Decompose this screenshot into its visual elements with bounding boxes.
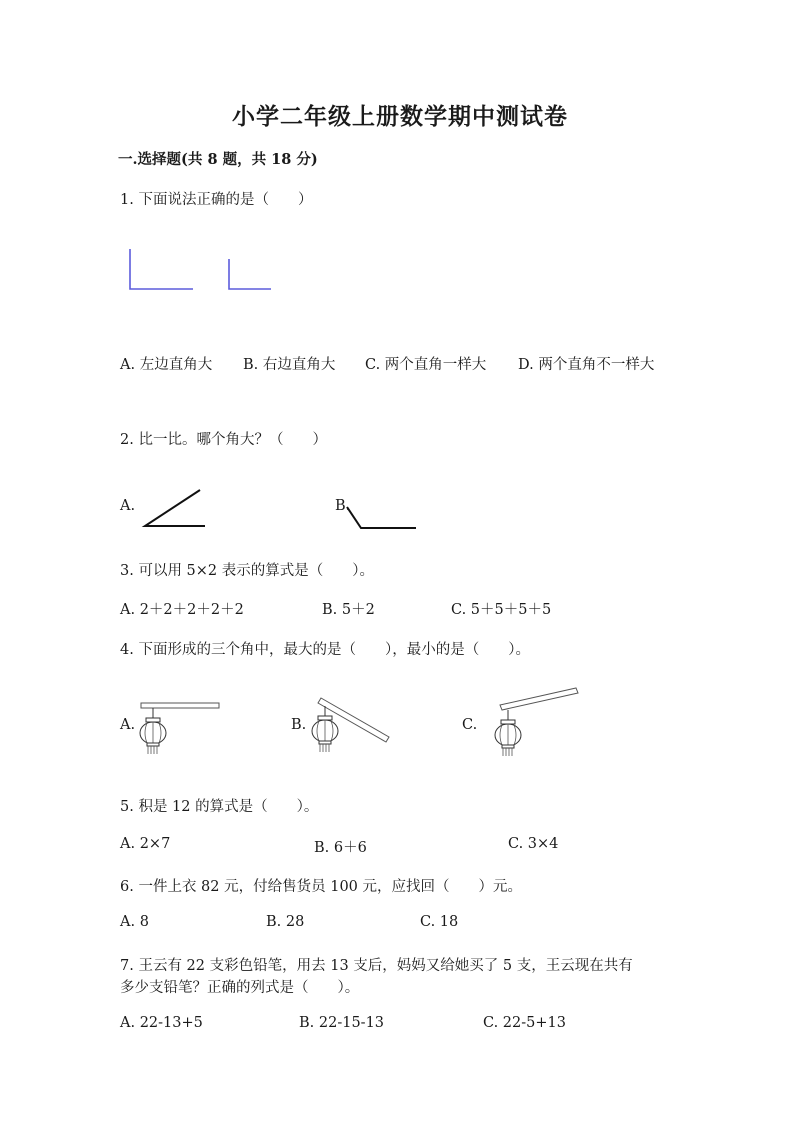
q3-option-b[interactable]: B. 5＋2	[322, 602, 375, 618]
q2-option-b[interactable]: B.	[335, 498, 351, 514]
lantern-a-group	[140, 703, 219, 754]
q4-option-a[interactable]: A.	[120, 717, 136, 733]
q5-option-b[interactable]: B. 6＋6	[314, 840, 367, 856]
q6-option-c[interactable]: C. 18	[420, 914, 459, 930]
q7-option-b[interactable]: B. 22-15-13	[299, 1015, 385, 1031]
section-heading: 一.选择题(共 8 题，共 18 分)	[118, 151, 318, 168]
q1-option-b[interactable]: B. 右边直角大	[243, 357, 336, 373]
q1-option-d[interactable]: D. 两个直角不一样大	[518, 357, 655, 373]
q2-option-a[interactable]: A.	[120, 498, 136, 514]
q1-option-c[interactable]: C. 两个直角一样大	[365, 357, 487, 373]
question-6-stem: 6. 一件上衣 82 元，付给售货员 100 元，应找回（ ）元。	[120, 879, 523, 895]
q6-option-b[interactable]: B. 28	[266, 914, 305, 930]
q4-option-c[interactable]: C.	[462, 717, 478, 733]
q7-option-a[interactable]: A. 22-13+5	[120, 1015, 203, 1031]
page-title: 小学二年级上册数学期中测试卷	[232, 103, 568, 130]
lantern-b-group	[312, 698, 389, 752]
lantern-c-group	[495, 688, 578, 756]
q6-option-a[interactable]: A. 8	[120, 914, 149, 930]
q1-option-a[interactable]: A. 左边直角大	[120, 357, 213, 373]
q5-option-a[interactable]: A. 2×7	[120, 836, 171, 852]
pole-a	[141, 703, 219, 708]
q7-option-c[interactable]: C. 22-5+13	[483, 1015, 566, 1031]
q3-option-a[interactable]: A. 2＋2＋2＋2＋2	[120, 602, 244, 618]
question-5-stem: 5. 积是 12 的算式是（ ）。	[120, 799, 319, 815]
q4-option-b[interactable]: B.	[291, 717, 307, 733]
q5-option-c[interactable]: C. 3×4	[508, 836, 559, 852]
question-1-stem: 1. 下面说法正确的是（ ）	[120, 192, 313, 208]
q3-option-c[interactable]: C. 5＋5＋5＋5	[451, 602, 552, 618]
question-7-stem-line2: 多少支铅笔？正确的列式是（ ）。	[120, 980, 360, 996]
question-7-stem-line1: 7. 王云有 22 支彩色铅笔，用去 13 支后，妈妈又给她买了 5 支，王云现在共有	[120, 958, 633, 974]
pole-c	[500, 688, 578, 710]
question-2-stem: 2. 比一比。哪个角大？（ ）	[120, 432, 327, 448]
question-4-stem: 4. 下面形成的三个角中，最大的是（ ），最小的是（ ）。	[120, 642, 530, 658]
question-3-stem: 3. 可以用 5×2 表示的算式是（ ）。	[120, 563, 375, 579]
